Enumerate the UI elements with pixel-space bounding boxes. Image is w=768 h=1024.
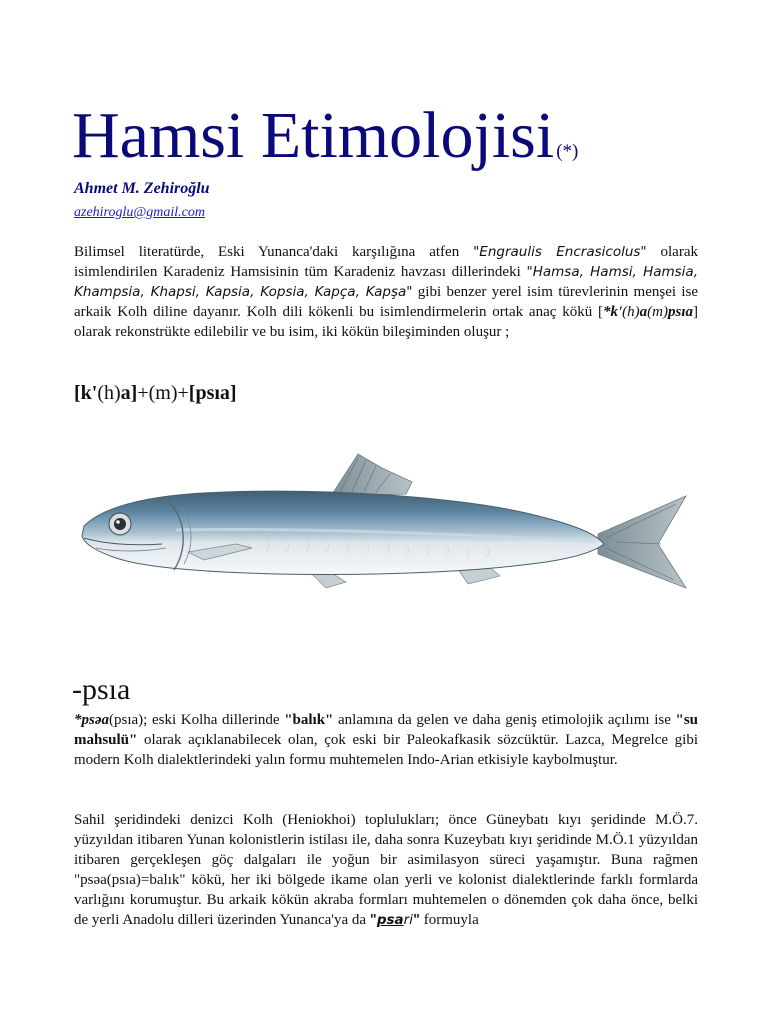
root-formula xyxy=(74,380,237,406)
formula-part: +(m)+ xyxy=(137,382,189,404)
psia-paragraph xyxy=(74,710,698,770)
root-psa: psa xyxy=(376,912,404,928)
formula-part: a] xyxy=(120,382,138,404)
root-suffix-ri: ri xyxy=(403,912,413,928)
intro-paragraph xyxy=(74,242,698,342)
root-m: (m) xyxy=(647,304,668,320)
root-psea: *psəa xyxy=(74,712,109,728)
section-heading: -psıa xyxy=(72,673,131,706)
formula-part: [k' xyxy=(74,382,98,404)
anchovy-fish-illustration xyxy=(76,448,696,668)
text-run: formuyla xyxy=(420,912,479,928)
title-footnote-mark: (*) xyxy=(556,141,579,162)
text-run: Bilimsel literatürde, Eski Yunanca'daki karşılığına atfen xyxy=(74,244,474,260)
root-a: a xyxy=(639,304,648,320)
emphasis-balik: "balık" xyxy=(284,712,334,728)
root-psia: psıa xyxy=(667,304,693,320)
text-run: gibi benzer yerel isim türevlerinin menşei ise arkaik Kolh diline dayanır. Kolh dili kökenli bu isimlendirmelerin ortak anaç kökü [ xyxy=(74,284,699,320)
name-variants: "Hamsa, Hamsi, Hamsia, Khampsia, Khapsi, Kapsia, Kopsia, Kapça, Kapşa" xyxy=(74,264,698,300)
page-title xyxy=(72,96,578,192)
root-k: *k' xyxy=(602,304,623,320)
text-run: olarak isimlendirilen Karadeniz Hamsisinin tüm Karadeniz havzası dillerindeki xyxy=(74,244,698,280)
history-paragraph xyxy=(74,810,698,930)
root-h: (h) xyxy=(622,304,640,320)
quote-mark: " xyxy=(369,912,377,928)
title-text: Hamsi Etimolojisi xyxy=(72,99,555,172)
scientific-name: "Engraulis Encrasicolus" xyxy=(473,244,647,260)
text-run: (psıa); eski Kolha dillerinde xyxy=(109,712,285,728)
text-run: anlamına da gelen ve daha geniş etimolojik açılımı ise xyxy=(333,712,676,728)
text-run: Sahil şeridindeki denizci Kolh (Heniokhoi) toplulukları; önce Güneybatı kıyı şeridinde M.Ö.7. yüzyıldan itibaren Yunan kolonistlerin istilası ile, daha sonra Kuzeybatı kıyı şeridinde M.Ö.1 yüzyıldan itibaren gerçekleşen göç dalgaları ile yoğun bir asimilasyon süreci yaşamıştır. Buna rağmen "psəa(psıa)=balık" kökü, her iki bölgede ikame olan yerli ve kolonist dialektlerinde farklı formlarda varlığını korumuştur. Bu arkaik kökün akraba formları muhtemelen o dönemden çok daha önce, belki de yerli Anadolu dilleri üzerinden Yunanca'ya da xyxy=(74,812,698,928)
quote-mark: " xyxy=(412,912,421,928)
text-run: olarak açıklanabilecek olan, çok eski bir Paleokafkasik sözcüktür. Lazca, Megrelce gibi modern Kolh dialektlerindeki yalın formu muhtemelen Indo-Arian etkisiyle kaybolmuştur. xyxy=(74,732,698,768)
author-name: Ahmet M. Zehiroğlu xyxy=(74,180,210,197)
formula-part: (h) xyxy=(97,382,121,404)
emphasis-su-mahsulu: "su mahsulü" xyxy=(74,712,699,748)
formula-part: [psıa] xyxy=(188,382,237,404)
text-run: ] olarak rekonstrükte edilebilir ve bu isim, iki kökün bileşiminden oluşur ; xyxy=(74,304,698,340)
author-email-link[interactable]: azehiroglu@gmail.com xyxy=(74,205,205,220)
